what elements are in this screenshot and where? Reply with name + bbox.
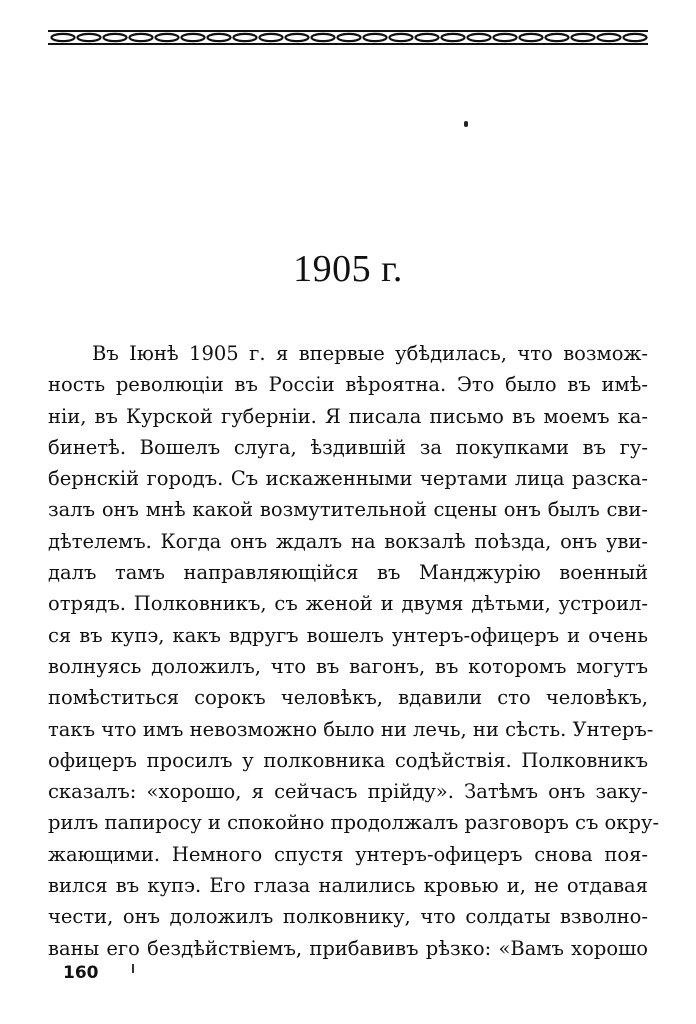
chain-link-shape (468, 34, 491, 41)
chain-link-shape (624, 34, 647, 41)
chain-link-shape (286, 34, 309, 41)
chain-link-shape (78, 34, 101, 41)
chapter-title: 1905 г. (293, 248, 403, 290)
text-line: вился въ купэ. Его глаза налились кровью и, не отдавая (48, 874, 648, 898)
chain-link-shape (130, 34, 153, 41)
text-line: ніи, въ Курской губерніи. Я писала письмо въ моемъ ка- (48, 404, 648, 428)
chain-link-shape (416, 34, 439, 41)
text-line: ность революціи въ Россіи вѣроятна. Это было въ имѣ- (48, 373, 648, 397)
chain-link-shape (208, 34, 231, 41)
chain-link-shape (390, 34, 413, 41)
chain-link-shape (520, 34, 543, 41)
text-line: сказалъ: «хорошо, я сейчасъ прійду». Затѣмъ онъ заку- (48, 780, 648, 804)
chain-link-shape (156, 34, 179, 41)
print-speck (464, 121, 468, 127)
chain-link-shape (494, 34, 517, 41)
chain-link-shape (104, 34, 127, 41)
text-line: отрядъ. Полковникъ, съ женой и двумя дѣтьми, устроил- (48, 592, 648, 616)
chain-link-shape (364, 34, 387, 41)
text-line: бернскій городъ. Съ искаженными чертами лица разска- (48, 467, 648, 491)
text-line: залъ онъ мнѣ какой возмутительной сцены онъ былъ сви- (48, 498, 648, 522)
chain-link-shape (182, 34, 205, 41)
text-line: бинетѣ. Вошелъ слуга, ѣздившій за покупками въ гу- (48, 435, 648, 459)
chain-link-shape (312, 34, 335, 41)
text-line: помѣститься сорокъ человѣкъ, вдавили сто человѣкъ, (48, 686, 648, 710)
text-line: чести, онъ доложилъ полковнику, что солдаты взволно- (48, 905, 648, 929)
ornamental-border (48, 28, 648, 48)
text-line: рилъ папиросу и спокойно продолжалъ разговоръ съ окру- (48, 811, 660, 835)
text-line: ваны его бездѣйствіемъ, прибавивъ рѣзко: «Вамъ хорошо (48, 936, 648, 960)
chain-link-shape (572, 34, 595, 41)
text-line: ся въ купэ, какъ вдругъ вошелъ унтеръ-офицеръ и очень (48, 623, 648, 647)
chain-link-shape (598, 34, 621, 41)
chain-link-shape (338, 34, 361, 41)
text-line: Въ Іюнѣ 1905 г. я впервые убѣдилась, что возмож- (92, 342, 648, 365)
text-line: далъ тамъ направляющійся въ Манджурію военный (48, 561, 648, 585)
text-line: офицеръ просилъ у полковника содѣйствія. Полковникъ (48, 748, 648, 772)
text-line: волнуясь доложилъ, что въ вагонъ, въ которомъ могутъ (48, 654, 648, 678)
chain-link-shape (260, 34, 283, 41)
text-line: жающими. Немного спустя унтеръ-офицеръ снова поя- (48, 842, 648, 866)
chain-link-shape (234, 34, 257, 41)
print-speck (132, 964, 134, 973)
body-paragraph (48, 338, 660, 964)
page-number: 160 (63, 963, 99, 983)
text-line: такъ что имъ невозможно было ни лечь, ни сѣсть. Унтеръ- (48, 717, 654, 741)
chain-link-shape (442, 34, 465, 41)
chain-ornament-icon (48, 28, 648, 48)
chain-link-shape (52, 34, 75, 41)
chain-link-shape (546, 34, 569, 41)
text-line: дѣтелемъ. Когда онъ ждалъ на вокзалѣ поѣзда, онъ уви- (48, 529, 648, 553)
